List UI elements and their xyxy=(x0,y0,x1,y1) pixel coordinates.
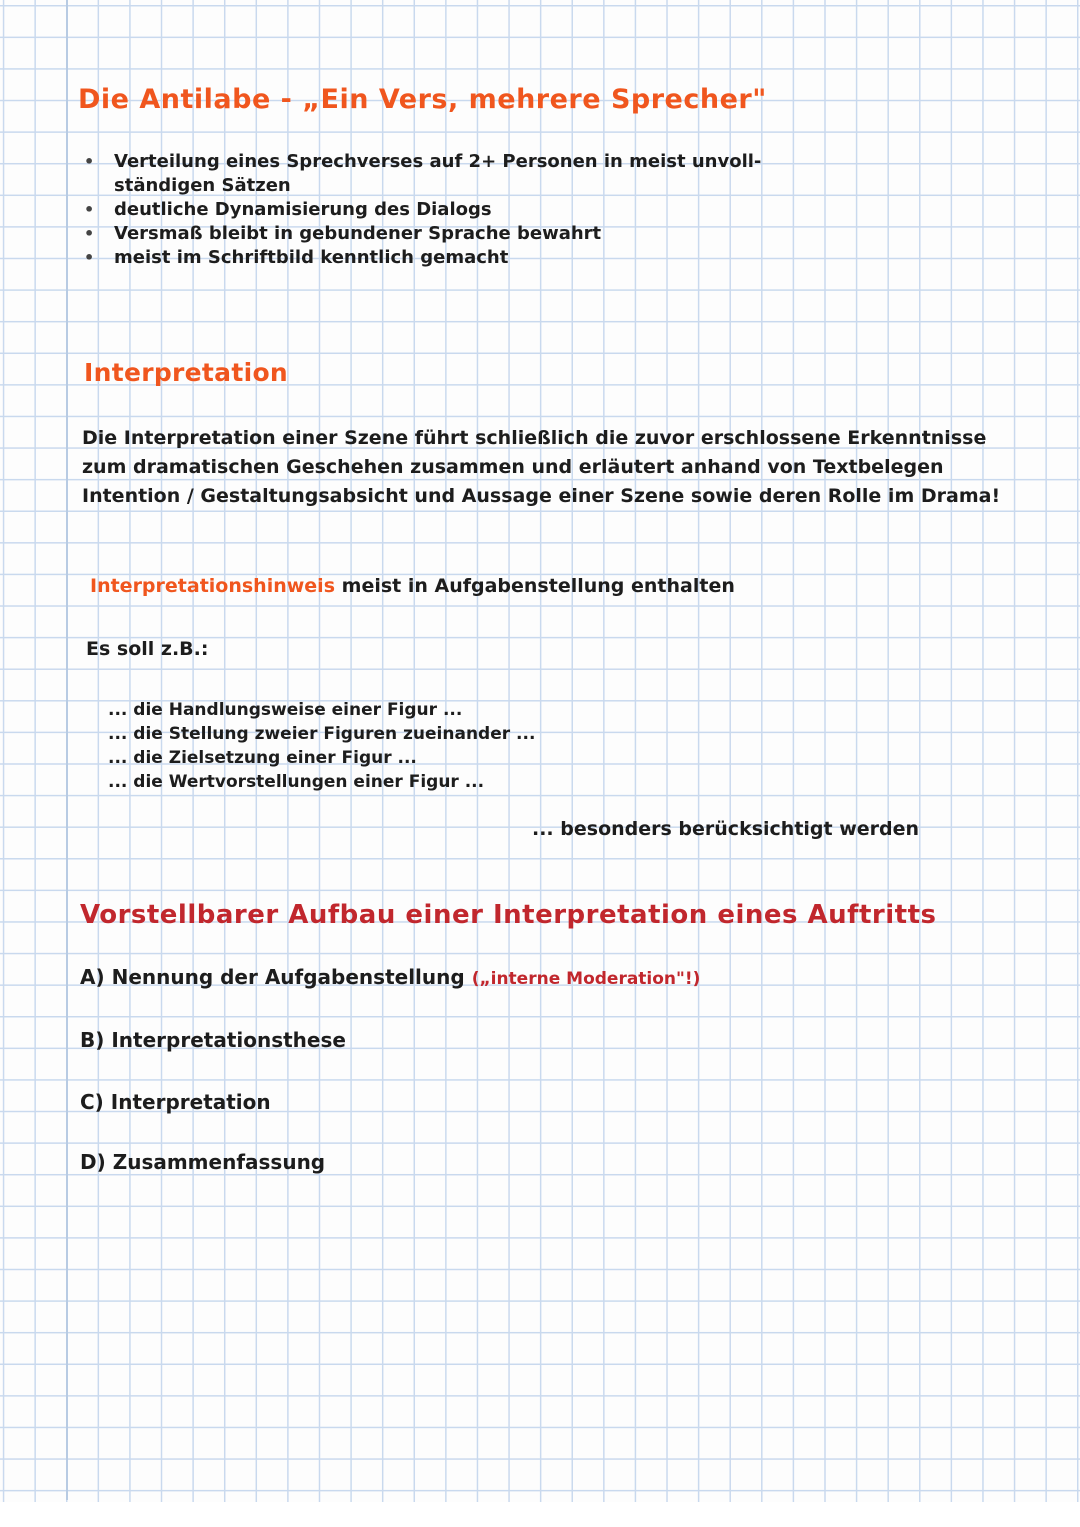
interpretation-heading: Interpretation xyxy=(84,358,289,387)
bullet-item xyxy=(84,198,761,222)
example-intro: Es soll z.B.: xyxy=(86,638,209,660)
step-extra: („interne Moderation"!) xyxy=(471,969,701,989)
note-text: meist in Aufgabenstellung enthalten xyxy=(341,575,735,597)
bullet-item xyxy=(84,246,761,270)
list-item: ... die Handlungsweise einer Figur ... xyxy=(108,700,463,720)
bullet-text: meist im Schriftbild kenntlich gemacht xyxy=(114,247,509,268)
page-title: Die Antilabe - „Ein Vers, mehrere Sprecher" xyxy=(78,84,767,115)
step-a xyxy=(80,965,700,989)
example-list xyxy=(108,698,535,794)
step-b: B) Interpretationsthese xyxy=(80,1028,346,1052)
example-closing: ... besonders berücksichtigt werden xyxy=(532,818,920,840)
note-highlight: Interpretationshinweis xyxy=(90,575,336,597)
bullet-item xyxy=(84,150,761,174)
step-c: C) Interpretation xyxy=(80,1090,271,1114)
list-item: ... die Stellung zweier Figuren zueinander ... xyxy=(108,724,536,744)
interpretation-paragraph: Die Interpretation einer Szene führt schließlich die zuvor erschlossene Erkenntnisse zum dramatischen Geschehen zusammen und erläutert anhand von Textbelegen Intention / Gestaltungsabsicht und Aussage einer Szene sowie deren Rolle im Drama! xyxy=(82,427,1001,507)
step-d: D) Zusammenfassung xyxy=(80,1150,326,1174)
margin-line xyxy=(66,0,68,1500)
list-item: ... die Zielsetzung einer Figur ... xyxy=(108,748,417,768)
bullet-item xyxy=(84,222,761,246)
interpretation-note xyxy=(90,575,735,597)
bullet-text: Verteilung eines Sprechverses auf 2+ Personen in meist unvoll- xyxy=(114,151,762,172)
antilabe-bullet-list xyxy=(84,150,761,270)
list-item: ... die Wertvorstellungen einer Figur ... xyxy=(108,772,485,792)
bullet-text: Versmaß bleibt in gebundener Sprache bewahrt xyxy=(114,223,602,244)
step-text: A) Nennung der Aufgabenstellung xyxy=(80,965,465,989)
bullet-continuation: ständigen Sätzen xyxy=(114,175,291,196)
aufbau-heading: Vorstellbarer Aufbau einer Interpretation eines Auftritts xyxy=(80,900,937,930)
bullet-text: deutliche Dynamisierung des Dialogs xyxy=(114,199,492,220)
page-bottom-edge xyxy=(0,1502,1080,1527)
